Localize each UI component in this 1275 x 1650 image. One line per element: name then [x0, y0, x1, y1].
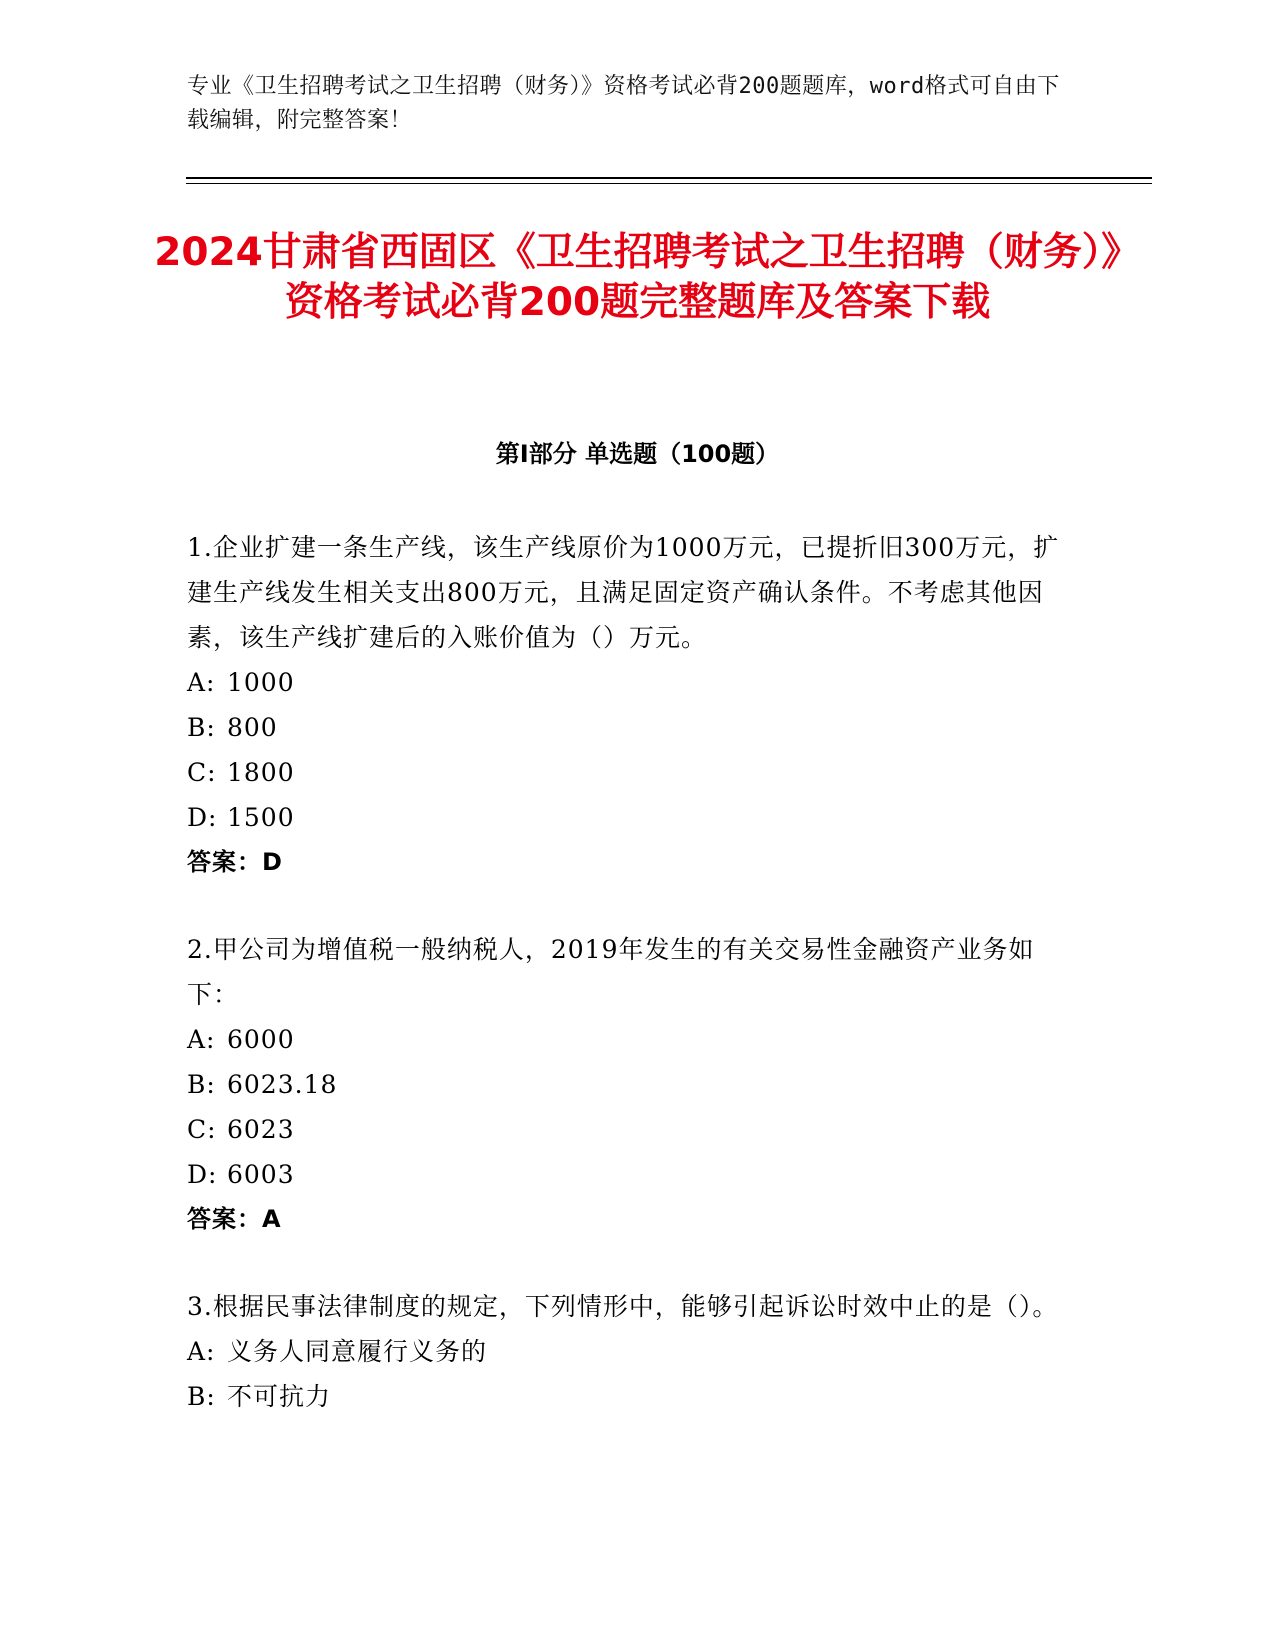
option-a: [187, 1329, 1067, 1374]
question-3: [187, 1284, 1067, 1419]
option-d: [187, 795, 1067, 840]
option-text: 6000: [227, 1025, 295, 1054]
option-letter: A:: [187, 1337, 216, 1366]
option-b: [187, 705, 1067, 750]
option-text: 6023.18: [227, 1070, 338, 1099]
option-letter: A:: [187, 668, 216, 697]
question-1: [187, 525, 1067, 885]
option-letter: B:: [187, 1070, 216, 1099]
option-letter: D:: [187, 803, 218, 832]
option-a: [187, 660, 1067, 705]
option-letter: A:: [187, 1025, 216, 1054]
option-a: [187, 1017, 1067, 1062]
option-b: [187, 1374, 1067, 1419]
option-c: [187, 750, 1067, 795]
option-text: 1800: [227, 758, 295, 787]
option-text: 义务人同意履行义务的: [227, 1337, 488, 1366]
header-divider-thin: [186, 183, 1152, 184]
answer-line: 答案：A: [187, 1205, 282, 1233]
section-heading: 第I部分 单选题（100题）: [495, 440, 780, 468]
option-text: 6003: [227, 1160, 295, 1189]
option-text: 800: [227, 713, 278, 742]
option-letter: C:: [187, 758, 217, 787]
question-stem: 2.甲公司为增值税一般纳税人，2019年发生的有关交易性金融资产业务如下：: [187, 935, 1035, 1009]
question-list: [187, 525, 1067, 1461]
question-stem: 1.企业扩建一条生产线，该生产线原价为1000万元，已提折旧300万元，扩建生产线发生相关支出800万元，且满足固定资产确认条件。不考虑其他因素，该生产线扩建后的入账价值为（）万元。: [187, 533, 1060, 652]
option-letter: C:: [187, 1115, 217, 1144]
option-b: [187, 1062, 1067, 1107]
option-c: [187, 1107, 1067, 1152]
document-title: 2024甘肃省西固区《卫生招聘考试之卫生招聘（财务）》资格考试必背200题完整题库及答案下载: [154, 230, 1121, 325]
option-letter: B:: [187, 1382, 216, 1411]
answer-line: 答案：D: [187, 848, 283, 876]
header-note: 专业《卫生招聘考试之卫生招聘（财务）》资格考试必背200题题库，word格式可自由下载编辑，附完整答案！: [187, 74, 1060, 133]
option-text: 1500: [227, 803, 295, 832]
question-2: [187, 927, 1067, 1242]
question-stem: 3.根据民事法律制度的规定，下列情形中，能够引起诉讼时效中止的是（）。: [187, 1292, 1059, 1321]
header-divider-thick: [186, 177, 1152, 179]
option-d: [187, 1152, 1067, 1197]
option-letter: B:: [187, 713, 216, 742]
option-text: 不可抗力: [227, 1382, 332, 1411]
option-text: 1000: [227, 668, 295, 697]
option-letter: D:: [187, 1160, 218, 1189]
option-text: 6023: [227, 1115, 295, 1144]
